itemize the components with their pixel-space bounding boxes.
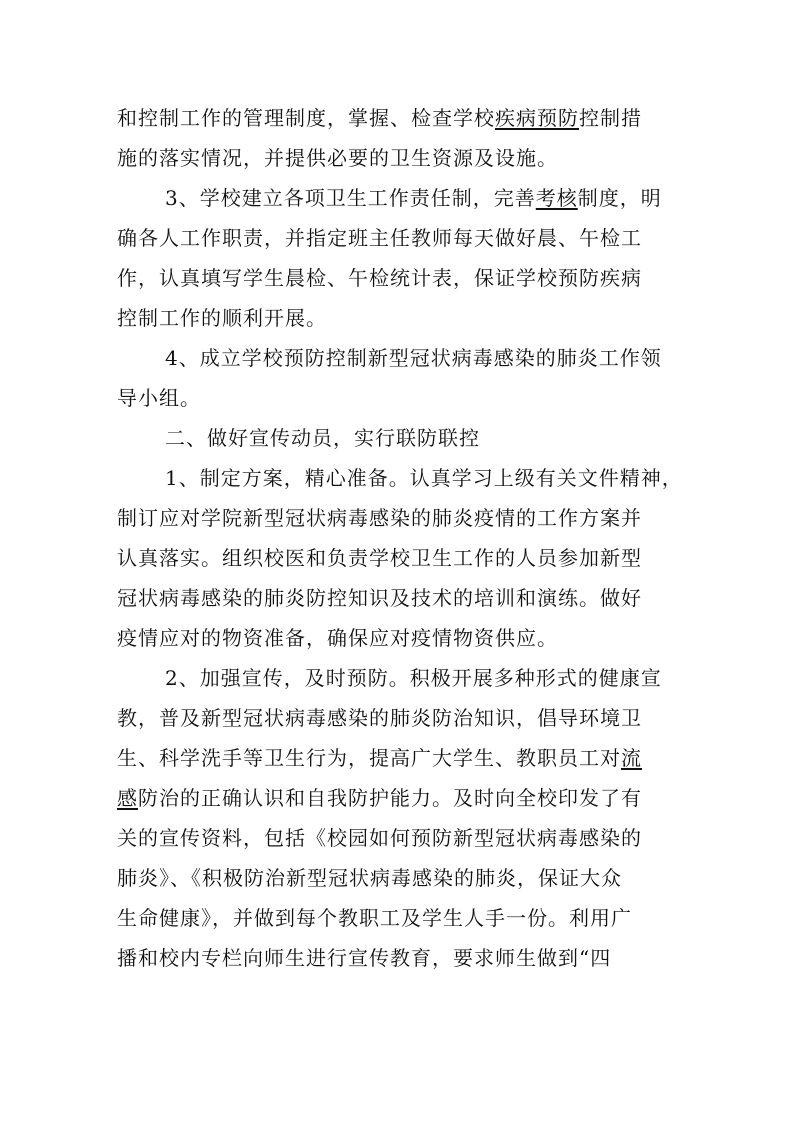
text-line <box>117 138 662 178</box>
text-run: 3、学校建立各项卫生工作责任制，完善 <box>165 186 536 210</box>
underlined-text: 考核 <box>535 186 578 210</box>
text-line <box>117 538 662 578</box>
text-run: 制订应对学院新型冠状病毒感染的肺炎疫情的工作方案并 <box>117 506 642 530</box>
text-run: 作，认真填写学生晨检、午检统计表，保证学校预防疾病 <box>117 266 642 290</box>
text-line <box>117 218 662 258</box>
underlined-text: 感 <box>117 786 138 810</box>
text-line <box>117 938 662 978</box>
text-line <box>117 98 662 138</box>
text-line <box>117 258 662 298</box>
text-line <box>117 738 662 778</box>
text-line <box>117 498 662 538</box>
text-run: 防治的正确认识和自我防护能力。及时向全校印发了有 <box>138 786 642 810</box>
text-line <box>117 618 662 658</box>
text-run: 肺炎》、《积极防治新型冠状病毒感染的肺炎，保证大众 <box>117 866 622 890</box>
text-run: 导小组。 <box>117 386 201 410</box>
text-run: 生、科学洗手等卫生行为，提高广大学生、教职员工对 <box>117 746 621 770</box>
text-run: 认真落实。组织校医和负责学校卫生工作的人员参加新型 <box>117 546 642 570</box>
text-run: 冠状病毒感染的肺炎防控知识及技术的培训和演练。做好 <box>117 586 642 610</box>
text-run: 控制措 <box>579 106 642 130</box>
text-run: 1、制定方案，精心准备。认真学习上级有关文件精神， <box>165 466 683 490</box>
text-run: 疫情应对的物资准备，确保应对疫情物资供应。 <box>117 626 558 650</box>
text-line <box>117 298 662 338</box>
text-run: 4、成立学校预防控制新型冠状病毒感染的肺炎工作领 <box>165 346 662 370</box>
text-run: 制度，明 <box>577 186 662 210</box>
document-page <box>117 98 683 978</box>
text-line <box>117 378 662 418</box>
text-run: 关的宣传资料，包括《校园如何预防新型冠状病毒感染的 <box>117 826 642 850</box>
text-line <box>117 898 662 938</box>
text-run: 生命健康》，并做到每个教职工及学生人手一份。利用广 <box>117 906 632 930</box>
text-line <box>117 338 662 378</box>
text-line <box>117 858 662 898</box>
text-line <box>117 778 662 818</box>
underlined-text: 流 <box>621 746 642 770</box>
text-run: 控制工作的顺利开展。 <box>117 306 327 330</box>
underlined-text: 疾病预防 <box>495 106 579 130</box>
text-run: 教，普及新型冠状病毒感染的肺炎防治知识，倡导环境卫 <box>117 706 642 730</box>
text-run: 2、加强宣传，及时预防。积极开展多种形式的健康宣 <box>165 666 662 690</box>
text-run: 和控制工作的管理制度，掌握、检查学校 <box>117 106 495 130</box>
text-line <box>117 698 662 738</box>
text-line <box>117 658 662 698</box>
text-line <box>117 578 662 618</box>
text-line <box>117 818 662 858</box>
text-run: 播和校内专栏向师生进行宣传教育，要求师生做到“四 <box>117 946 612 970</box>
text-run: 施的落实情况，并提供必要的卫生资源及设施。 <box>117 146 558 170</box>
text-run: 确各人工作职责，并指定班主任教师每天做好晨、午检工 <box>117 226 642 250</box>
text-line <box>117 458 683 498</box>
text-run: 二、做好宣传动员，实行联防联控 <box>165 426 480 450</box>
text-line <box>117 178 662 218</box>
text-line <box>117 418 662 458</box>
